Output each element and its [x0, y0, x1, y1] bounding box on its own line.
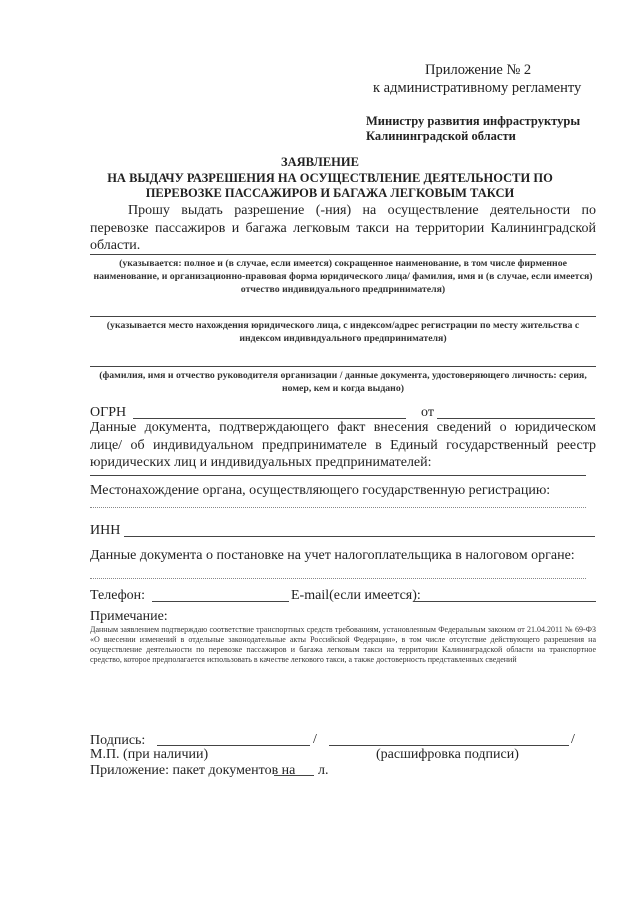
signature-decode-caption: (расшифровка подписи) — [376, 747, 519, 762]
registry-document-label: Данные документа, подтверждающего факт внесения сведений о юридическом лице/ об индивидуальном предпринимателе в Единый государственный реестр юридических лиц и индивидуальных предпринимателей: — [90, 420, 596, 470]
document-title: ЗАЯВЛЕНИЕ — [281, 155, 359, 169]
attachment-pages-line[interactable] — [274, 775, 314, 776]
reg-authority-line[interactable] — [90, 507, 586, 508]
recipient-region: Калининградской области — [366, 129, 516, 143]
tax-document-label: Данные документа о постановке на учет налогоплательщика в налоговом органе: — [90, 548, 575, 563]
ogrn-date-label: от — [421, 405, 434, 420]
document-subtitle-line1: НА ВЫДАЧУ РАЗРЕШЕНИЯ НА ОСУЩЕСТВЛЕНИЕ ДЕЯТЕЛЬНОСТИ ПО — [107, 171, 553, 185]
registry-document-line[interactable] — [90, 475, 586, 476]
email-label: E-mail(если имеется): — [291, 588, 421, 603]
document-subtitle-line2: ПЕРЕВОЗКЕ ПАССАЖИРОВ И БАГАЖА ЛЕГКОВЫМ ТАКСИ — [145, 186, 515, 200]
attachment-suffix: л. — [318, 763, 329, 778]
attachment-label: Приложение: пакет документов на — [90, 763, 296, 778]
signature-label: Подпись: — [90, 733, 146, 748]
recipient-title: Министру развития инфраструктуры — [366, 114, 581, 128]
applicant-name-caption: (указывается: полное и (в случае, если имеется) сокращенное наименование, в том числе фирменное наименование, и организационно-правовая форма юридического лица/ фамилия, имя и (в случае, если имеется) отчество индивидуального предпринимателя) — [93, 258, 593, 295]
note-text: Данным заявлением подтверждаю соответствие транспортных средств требованиям, установленным Федеральным законом от 21.04.2011 № 69-ФЗ «О внесении изменений в отдельные законодательные акты Российской Федерации», в том числе отсутствие действующего разрешения на осуществление деятельности по перевозке пассажиров и багажа легковым такси на территории Калининградской области на транспортное средство, которое предполагается использовать в качестве легкового такси, а также достоверность представленных сведений — [90, 625, 596, 664]
applicant-name-line[interactable] — [90, 254, 596, 255]
reg-authority-label: Местонахождение органа, осуществляющего государственную регистрацию: — [90, 483, 551, 498]
head-identity-line[interactable] — [90, 366, 596, 367]
phone-label: Телефон: — [90, 588, 146, 603]
request-text: Прошу выдать разрешение (-ния) на осуществление деятельности по перевозке пассажиров и багажа легковым такси на территории Калининградской области. — [90, 203, 596, 253]
applicant-address-line[interactable] — [90, 316, 596, 317]
tax-document-line[interactable] — [90, 578, 586, 579]
head-identity-caption: (фамилия, имя и отчество руководителя организации / данные документа, удостоверяющего личность: серия, номер, кем и когда выдано) — [99, 370, 587, 394]
appendix-reference: к административному регламенту — [373, 80, 582, 96]
inn-input-line[interactable] — [124, 536, 595, 537]
applicant-address-caption: (указывается место нахождения юридического лица, с индексом/адрес регистрации по месту жительства с индексом индивидуального предпринимателя) — [106, 320, 580, 344]
appendix-number: Приложение № 2 — [425, 62, 532, 78]
email-input-line[interactable] — [413, 601, 596, 602]
note-title: Примечание: — [90, 609, 168, 624]
ogrn-label: ОГРН — [90, 405, 127, 420]
phone-input-line[interactable] — [152, 601, 289, 602]
signature-slash-left: / — [313, 732, 317, 747]
signature-slash-right: / — [571, 732, 575, 747]
inn-label: ИНН — [90, 523, 121, 538]
stamp-label: М.П. (при наличии) — [90, 747, 209, 762]
